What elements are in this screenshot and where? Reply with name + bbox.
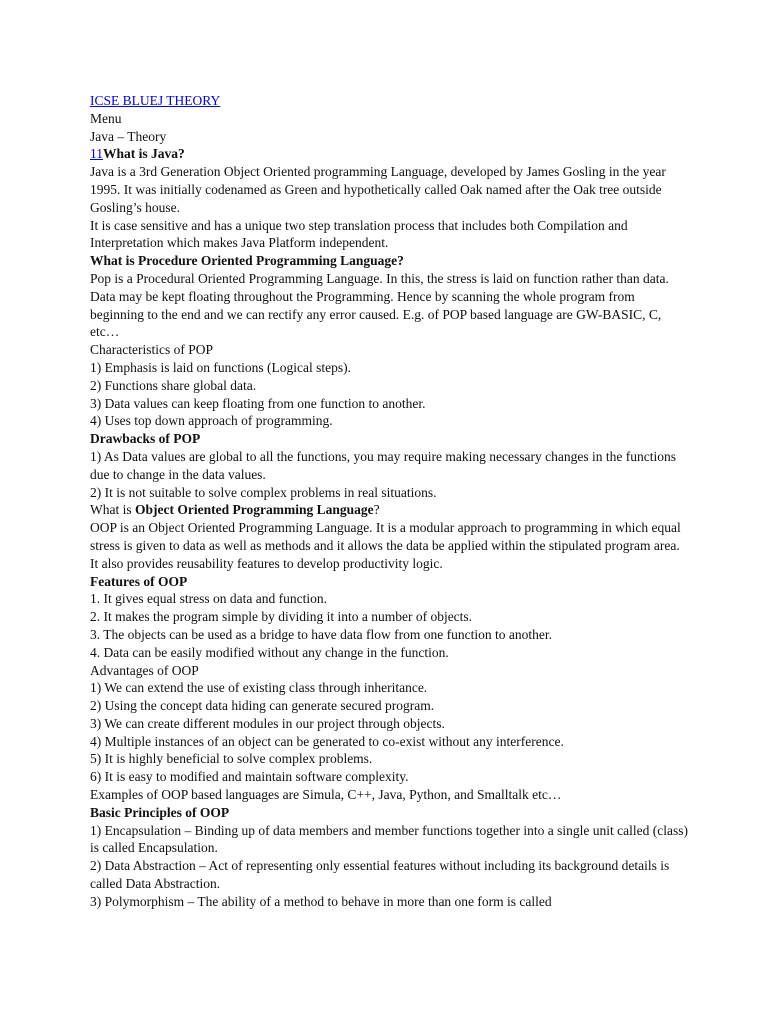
list-item: 4) Multiple instances of an object can be generated to co-exist without any interference. — [90, 733, 564, 749]
footnote-link[interactable]: 11 — [90, 146, 103, 162]
menu-text: Menu — [90, 110, 122, 126]
title-link[interactable]: ICSE BLUEJ THEORY — [90, 93, 221, 108]
pop-drawbacks-heading: Drawbacks of POP — [90, 431, 201, 447]
list-item: 3) Data values can keep floating from one function to another. — [90, 395, 426, 411]
list-item: 1) Emphasis is laid on functions (Logical steps). — [90, 359, 351, 375]
list-item: 1. It gives equal stress on data and function. — [90, 591, 327, 607]
java-heading: What is Java? — [103, 146, 185, 162]
list-item: 2) Functions share global data. — [90, 377, 257, 393]
list-item: 3) We can create different modules in our project through objects. — [90, 715, 445, 731]
pop-characteristics-heading: Characteristics of POP — [90, 342, 213, 358]
java-heading-line — [90, 145, 690, 163]
list-item: 2) It is not suitable to solve complex problems in real situations. — [90, 484, 437, 500]
list-item: 3) Polymorphism – The ability of a method to behave in more than one form is called — [90, 893, 552, 909]
pop-heading: What is Procedure Oriented Programming Language? — [90, 253, 404, 269]
list-item: 2) Using the concept data hiding can generate secured program. — [90, 698, 435, 714]
list-item: 1) We can extend the use of existing class through inheritance. — [90, 680, 428, 696]
oop-paragraph: OOP is an Object Oriented Programming Language. It is a modular approach to programming in which equal stress is given to data as well as methods and it allows the data be applied within the stipulated program area. It also provides reusability features to develop productivity logic. — [90, 520, 681, 571]
oop-examples: Examples of OOP based languages are Simula, C++, Java, Python, and Smalltalk etc… — [90, 787, 562, 803]
list-item: 4) Uses top down approach of programming. — [90, 413, 333, 429]
principles-heading: Basic Principles of OOP — [90, 804, 230, 820]
oop-heading-prefix: What is — [90, 502, 135, 518]
document-body — [90, 92, 690, 911]
list-item: 3. The objects can be used as a bridge to have data flow from one function to another. — [90, 626, 552, 642]
list-item: 4. Data can be easily modified without any change in the function. — [90, 644, 449, 660]
list-item: 1) Encapsulation – Binding up of data members and member functions together into a single unit called (class) is called Encapsulation. — [90, 822, 688, 856]
oop-heading-line — [90, 501, 690, 519]
oop-features-heading: Features of OOP — [90, 573, 188, 589]
list-item: 2. It makes the program simple by dividing it into a number of objects. — [90, 609, 473, 625]
list-item: 2) Data Abstraction – Act of representing only essential features without including its background details is called Data Abstraction. — [90, 858, 670, 892]
list-item: 5) It is highly beneficial to solve complex problems. — [90, 751, 373, 767]
java-paragraph-2: It is case sensitive and has a unique two step translation process that includes both Compilation and Interpretation which makes Java Platform independent. — [90, 217, 628, 251]
list-item: 1) As Data values are global to all the functions, you may require making necessary changes in the functions due to change in the data values. — [90, 448, 676, 482]
oop-heading-bold: Object Oriented Programming Language — [135, 502, 374, 518]
oop-heading-suffix: ? — [373, 502, 380, 518]
oop-advantages-heading: Advantages of OOP — [90, 662, 199, 678]
subtitle: Java – Theory — [90, 128, 167, 144]
list-item: 6) It is easy to modified and maintain software complexity. — [90, 769, 409, 785]
pop-paragraph: Pop is a Procedural Oriented Programming Language. In this, the stress is laid on function rather than data. Data may be kept floating throughout the Programming. Hence by scanning the whole program from beginning to the end and we can rectify any error caused. E.g. of POP based language are GW-BASIC, C, etc… — [90, 270, 669, 340]
java-paragraph-1: Java is a 3rd Generation Object Oriented programming Language, developed by James Gosling in the year 1995. It was initially codenamed as Green and hypothetically called Oak named after the Oak tree outside Gosling’s house. — [90, 164, 666, 215]
